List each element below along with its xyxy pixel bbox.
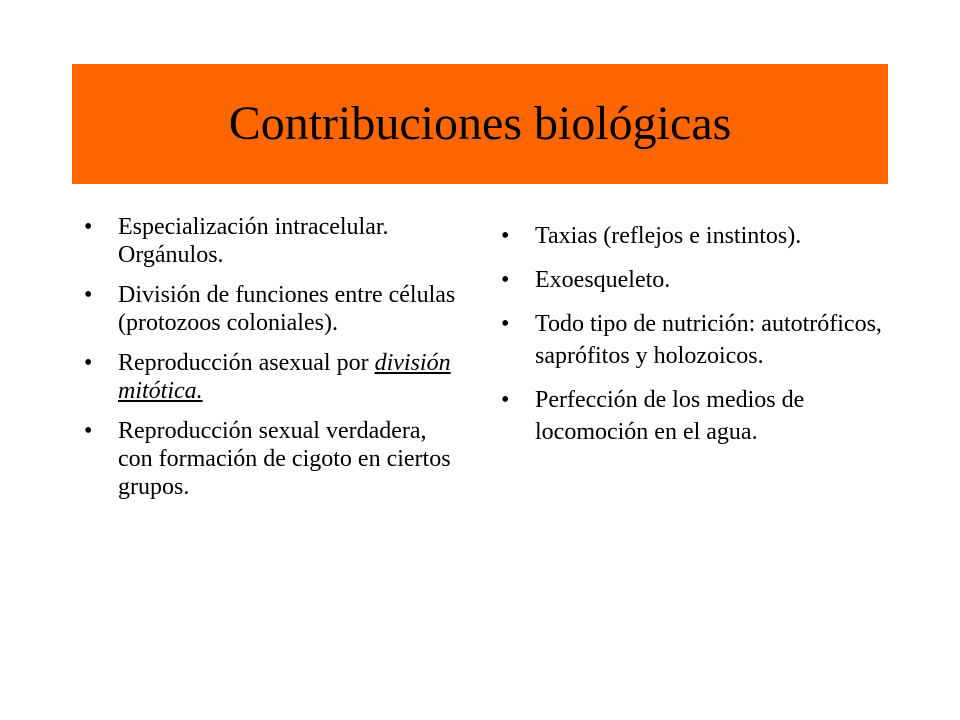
list-item xyxy=(497,264,897,296)
list-item xyxy=(80,281,460,337)
bullet-icon: • xyxy=(84,214,93,240)
left-bullet-list xyxy=(80,213,460,513)
bullet-icon: • xyxy=(84,418,93,444)
list-item xyxy=(497,220,897,252)
emphasized-term: división mitótica. xyxy=(118,350,451,404)
bullet-icon: • xyxy=(501,387,510,413)
list-item xyxy=(497,384,897,448)
right-bullet-list xyxy=(497,220,897,460)
bullet-text: Especialización intracelular. Orgánulos. xyxy=(118,214,389,268)
bullet-text: Todo tipo de nutrición: autotróficos, saprófitos y holozoicos. xyxy=(535,311,882,369)
bullet-text: División de funciones entre células (protozoos coloniales). xyxy=(118,282,456,336)
bullet-icon: • xyxy=(501,311,510,337)
list-item xyxy=(497,308,897,372)
list-item xyxy=(80,349,460,405)
bullet-text: Perfección de los medios de locomoción en el agua. xyxy=(535,387,805,445)
bullet-text: Reproducción asexual por xyxy=(118,350,375,376)
list-item xyxy=(80,417,460,501)
bullet-icon: • xyxy=(501,267,510,293)
bullet-text: Reproducción sexual verdadera, con formación de cigoto en ciertos grupos. xyxy=(118,418,451,500)
bullet-text: Exoesqueleto. xyxy=(535,267,671,293)
bullet-text: Taxias (reflejos e instintos). xyxy=(535,223,802,249)
slide-title: Contribuciones biológicas xyxy=(228,97,732,150)
list-item xyxy=(80,213,460,269)
bullet-icon: • xyxy=(501,223,510,249)
bullet-icon: • xyxy=(84,350,93,376)
title-banner xyxy=(72,64,888,184)
bullet-icon: • xyxy=(84,282,93,308)
